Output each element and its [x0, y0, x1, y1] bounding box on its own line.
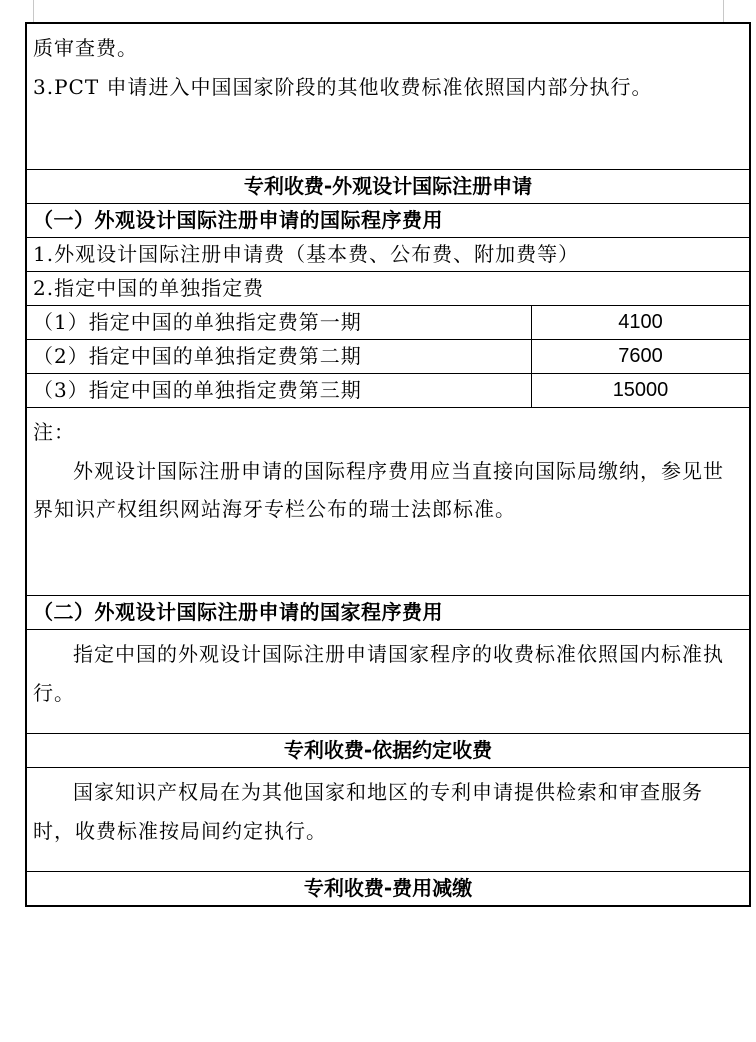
- row-item2: [27, 271, 749, 305]
- fee-label: （1）指定中国的单独指定费第一期: [27, 306, 532, 339]
- crop-mark-left: [33, 0, 34, 22]
- row-fee-2: [27, 339, 749, 373]
- row-sec1-title: [27, 203, 749, 237]
- section-heading: 专利收费-费用减缴: [303, 876, 473, 900]
- item-text: 2.指定中国的单独指定费: [33, 276, 265, 300]
- subsection-title: （二）外观设计国际注册申请的国家程序费用: [33, 600, 443, 624]
- paragraph: 国家知识产权局在为其他国家和地区的专利申请提供检索和审查服务时，收费标准按局间约定执行。: [33, 780, 703, 843]
- fee-value: 7600: [618, 345, 663, 367]
- text-pct-rule: 3.PCT 申请进入中国国家阶段的其他收费标准依照国内部分执行。: [33, 74, 653, 99]
- subsection-title: （一）外观设计国际注册申请的国际程序费用: [33, 208, 443, 232]
- row-sec2-text: [27, 629, 749, 733]
- text-continuation: 质审查费。: [33, 36, 138, 60]
- fee-label: （3）指定中国的单独指定费第三期: [27, 374, 532, 407]
- row-note: [27, 407, 749, 595]
- fee-label: （2）指定中国的单独指定费第二期: [27, 340, 532, 373]
- row-item1: [27, 237, 749, 271]
- paragraph: 指定中国的外观设计国际注册申请国家程序的收费标准依照国内标准执行。: [33, 642, 724, 705]
- item-text: 1.外观设计国际注册申请费（基本费、公布费、附加费等）: [33, 242, 580, 266]
- row-heading-agreement: [27, 733, 749, 767]
- row-heading-design-intl: [27, 169, 749, 203]
- row-sec2-title: [27, 595, 749, 629]
- row-agreement-text: [27, 767, 749, 871]
- row-fee-1: [27, 305, 749, 339]
- row-pct-continuation: [27, 24, 749, 169]
- row-fee-3: [27, 373, 749, 407]
- fee-table: [25, 22, 751, 907]
- section-heading: 专利收费-依据约定收费: [283, 738, 493, 762]
- note-label: 注：: [33, 420, 75, 444]
- fee-value: 4100: [618, 311, 663, 333]
- note-text: 外观设计国际注册申请的国际程序费用应当直接向国际局缴纳，参见世界知识产权组织网站海牙专栏公布的瑞士法郎标准。: [33, 458, 724, 521]
- crop-mark-right: [723, 0, 724, 22]
- row-heading-reduction: [27, 871, 749, 905]
- section-heading: 专利收费-外观设计国际注册申请: [243, 174, 533, 198]
- fee-value: 15000: [612, 379, 669, 401]
